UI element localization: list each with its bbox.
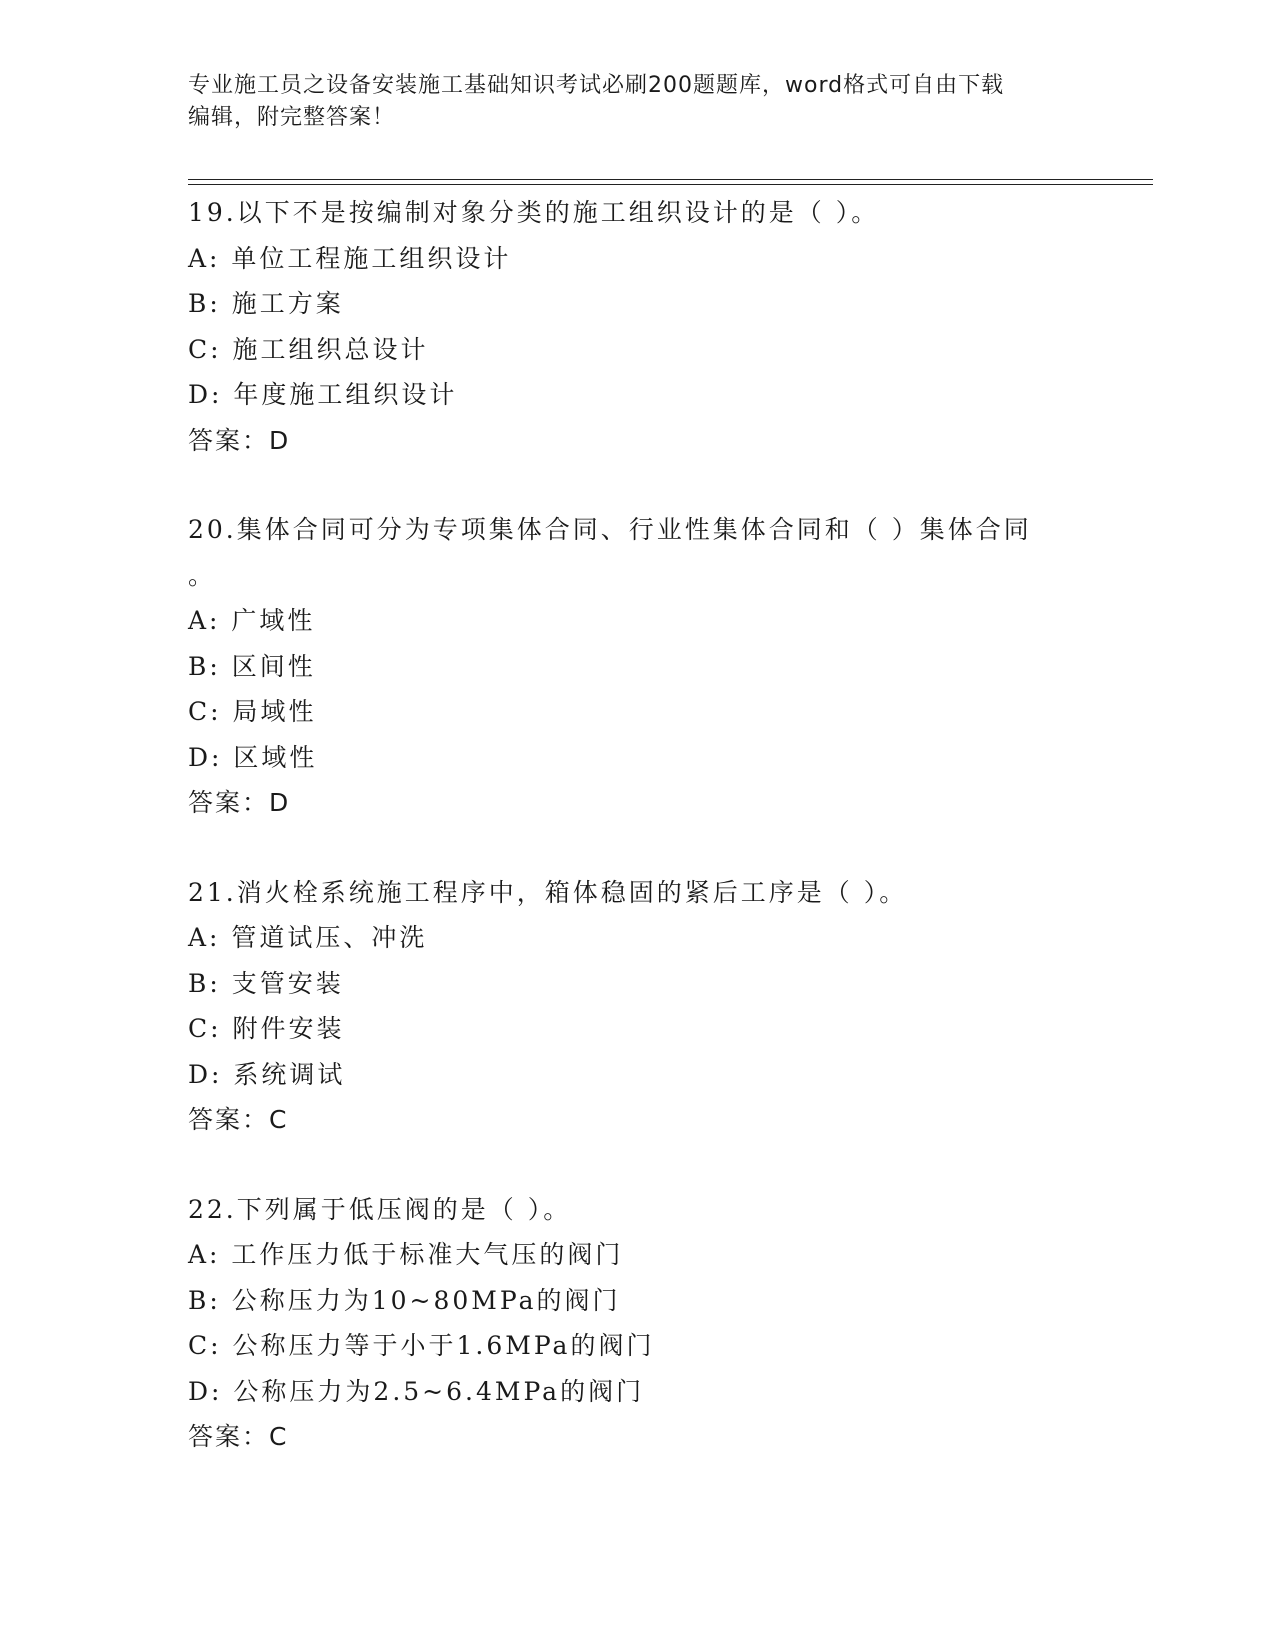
document-header xyxy=(188,70,1088,134)
option-a: A: 单位工程施工组织设计 xyxy=(188,243,512,273)
question-20 xyxy=(188,507,1088,826)
question-19 xyxy=(188,190,1088,463)
option-d: D: 系统调试 xyxy=(188,1059,346,1089)
header-divider-top xyxy=(188,179,1153,180)
answer: 答案：C xyxy=(188,1105,289,1134)
option-c: C: 公称压力等于小于1.6MPa的阀门 xyxy=(188,1331,655,1360)
option-a: A: 工作压力低于标准大气压的阀门 xyxy=(188,1240,624,1269)
header-line-1: 专业施工员之设备安装施工基础知识考试必刷200题题库，word格式可自由下载 xyxy=(188,73,1005,98)
option-b: B: 区间性 xyxy=(188,651,316,681)
question-stem: 22.下列属于低压阀的是（ ）。 xyxy=(188,1194,572,1224)
option-d: D: 区域性 xyxy=(188,742,318,772)
question-21 xyxy=(188,870,1088,1143)
header-line-2: 编辑，附完整答案！ xyxy=(188,105,396,130)
question-stem: 20.集体合同可分为专项集体合同、行业性集体合同和（ ）集体合同 xyxy=(188,515,1032,544)
option-d: D: 年度施工组织设计 xyxy=(188,380,458,409)
option-a: A: 管道试压、冲洗 xyxy=(188,923,428,952)
option-b: B: 公称压力为10~80MPa的阀门 xyxy=(188,1285,621,1315)
option-b: B: 施工方案 xyxy=(188,289,344,318)
option-c: C: 局域性 xyxy=(188,697,317,726)
question-stem-continuation: 。 xyxy=(188,560,217,590)
option-a: A: 广域性 xyxy=(188,606,316,635)
question-stem: 21.消火栓系统施工程序中，箱体稳固的紧后工序是（ ）。 xyxy=(188,877,908,907)
question-list xyxy=(188,190,1088,1504)
option-b: B: 支管安装 xyxy=(188,968,344,998)
option-d: D: 公称压力为2.5~6.4MPa的阀门 xyxy=(188,1376,645,1406)
answer: 答案：C xyxy=(188,1422,289,1451)
option-c: C: 施工组织总设计 xyxy=(188,334,429,364)
answer: 答案：D xyxy=(188,788,291,817)
answer: 答案：D xyxy=(188,425,291,455)
question-stem: 19.以下不是按编制对象分类的施工组织设计的是（ ）。 xyxy=(188,198,880,227)
question-22 xyxy=(188,1187,1088,1460)
option-c: C: 附件安装 xyxy=(188,1014,345,1043)
header-divider-bottom xyxy=(188,184,1153,185)
